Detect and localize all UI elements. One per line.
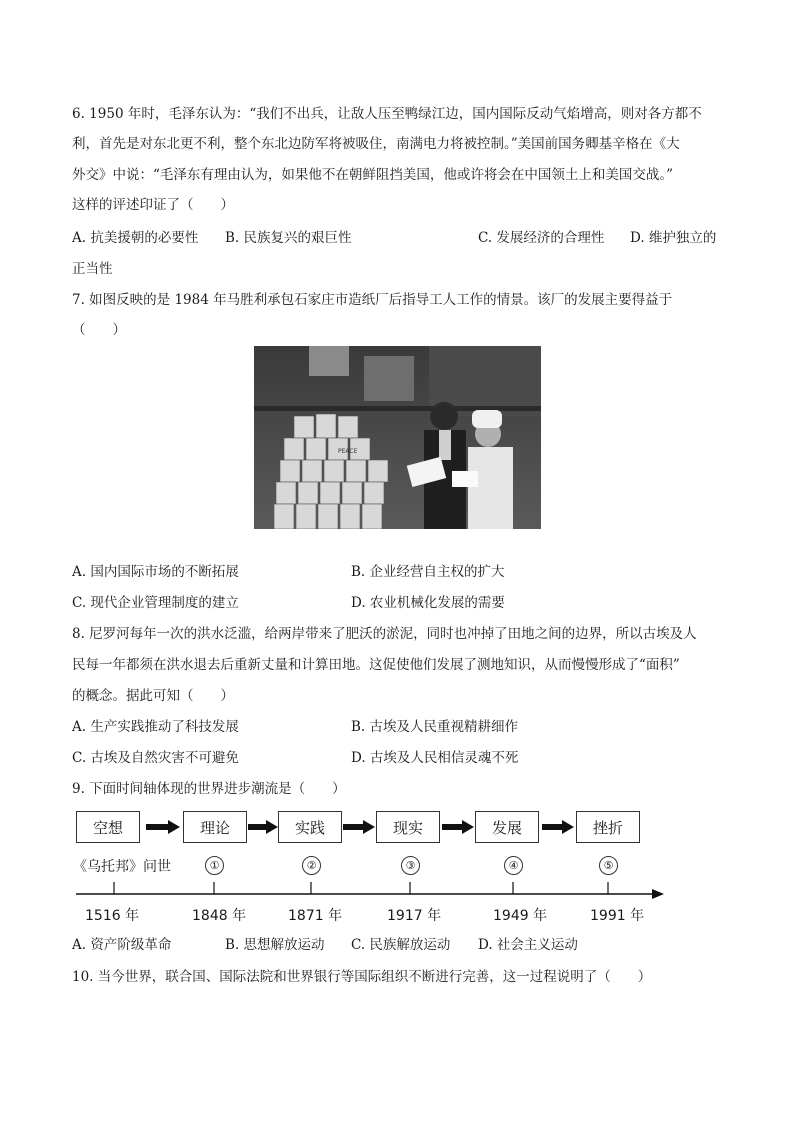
q8-option-c[interactable]: C. 古埃及自然灾害不可避免 xyxy=(72,750,239,766)
q7-option-b[interactable]: B. 企业经营自主权的扩大 xyxy=(351,564,505,580)
timeline-stage-4: 现实 xyxy=(376,811,440,843)
q7-option-a[interactable]: A. 国内国际市场的不断拓展 xyxy=(72,564,239,580)
q6-option-c[interactable]: C. 发展经济的合理性 xyxy=(478,230,605,246)
q9-option-a[interactable]: A. 资产阶级革命 xyxy=(72,937,172,953)
q8-stem-line-1: 8. 尼罗河每年一次的洪水泛滥，给两岸带来了肥沃的淤泥，同时也冲掉了田地之间的边界，所以古埃及人 xyxy=(72,626,697,642)
timeline-stage-5: 发展 xyxy=(475,811,539,843)
q8-stem-line-2: 民每一年都须在洪水退去后重新丈量和计算田地。这促使他们发展了测地知识，从而慢慢形成了“面积” xyxy=(72,657,680,673)
q6-stem-line-1: 6. 1950 年时，毛泽东认为：“我们不出兵，让敌人压至鸭绿江边，国内国际反动气焰增高，则对各方都不 xyxy=(72,106,702,122)
q6-stem-line-3: 外交》中说：“毛泽东有理由认为，如果他不在朝鲜阻挡美国，他或许将会在中国领土上和美国交战。” xyxy=(72,167,674,183)
timeline-stage-2: 理论 xyxy=(183,811,247,843)
timeline-marker-3: ③ xyxy=(401,856,420,875)
q9-option-b[interactable]: B. 思想解放运动 xyxy=(225,937,325,953)
q7-photo xyxy=(254,346,541,529)
q6-stem-line-4: 这样的评述印证了（ ） xyxy=(72,197,234,213)
timeline-marker-5: ⑤ xyxy=(599,856,618,875)
timeline-year-1: 1516 年 xyxy=(85,908,140,924)
q7-option-c[interactable]: C. 现代企业管理制度的建立 xyxy=(72,595,239,611)
q10-stem: 10. 当今世界，联合国、国际法院和世界银行等国际组织不断进行完善，这一过程说明了（ ） xyxy=(72,969,652,985)
q8-option-a[interactable]: A. 生产实践推动了科技发展 xyxy=(72,719,239,735)
q8-option-d[interactable]: D. 古埃及人民相信灵魂不死 xyxy=(351,750,519,766)
timeline-year-5: 1949 年 xyxy=(493,908,548,924)
q9-option-c[interactable]: C. 民族解放运动 xyxy=(351,937,451,953)
can-label: PEACE xyxy=(338,448,358,455)
timeline-marker-4: ④ xyxy=(504,856,523,875)
q8-option-b[interactable]: B. 古埃及人民重视精耕细作 xyxy=(351,719,519,735)
timeline-arrow-icon xyxy=(442,820,474,834)
timeline-stage-1: 空想 xyxy=(76,811,140,843)
q7-stem-line-2: （ ） xyxy=(72,322,126,338)
timeline-arrow-icon xyxy=(248,820,278,834)
timeline-axis xyxy=(76,874,666,904)
timeline-stage-3: 实践 xyxy=(278,811,342,843)
q9-option-d[interactable]: D. 社会主义运动 xyxy=(478,937,578,953)
timeline-stage-6: 挫折 xyxy=(576,811,640,843)
timeline-arrow-icon xyxy=(146,820,180,834)
q6-option-b[interactable]: B. 民族复兴的艰巨性 xyxy=(225,230,352,246)
q7-stem-line-1: 7. 如图反映的是 1984 年马胜利承包石家庄市造纸厂后指导工人工作的情景。该厂的发展主要得益于 xyxy=(72,292,673,308)
timeline-marker-2: ② xyxy=(302,856,321,875)
timeline-arrow-icon xyxy=(542,820,574,834)
timeline-year-3: 1871 年 xyxy=(288,908,343,924)
timeline-arrow-icon xyxy=(343,820,375,834)
q6-option-d-continued: 正当性 xyxy=(72,261,113,277)
timeline-first-event: 《乌托邦》问世 xyxy=(73,859,171,875)
timeline-marker-1: ① xyxy=(205,856,224,875)
q6-option-a[interactable]: A. 抗美援朝的必要性 xyxy=(72,230,199,246)
timeline-year-4: 1917 年 xyxy=(387,908,442,924)
q7-option-d[interactable]: D. 农业机械化发展的需要 xyxy=(351,595,505,611)
q6-option-d[interactable]: D. 维护独立的 xyxy=(630,230,717,246)
q8-stem-line-3: 的概念。据此可知（ ） xyxy=(72,688,234,704)
q9-stem: 9. 下面时间轴体现的世界进步潮流是（ ） xyxy=(72,781,346,797)
timeline-year-2: 1848 年 xyxy=(192,908,247,924)
q6-stem-line-2: 利，首先是对东北更不利，整个东北边防军将被吸住，南满电力将被控制。”美国前国务卿基辛格在《大 xyxy=(72,136,680,152)
timeline-year-6: 1991 年 xyxy=(590,908,645,924)
